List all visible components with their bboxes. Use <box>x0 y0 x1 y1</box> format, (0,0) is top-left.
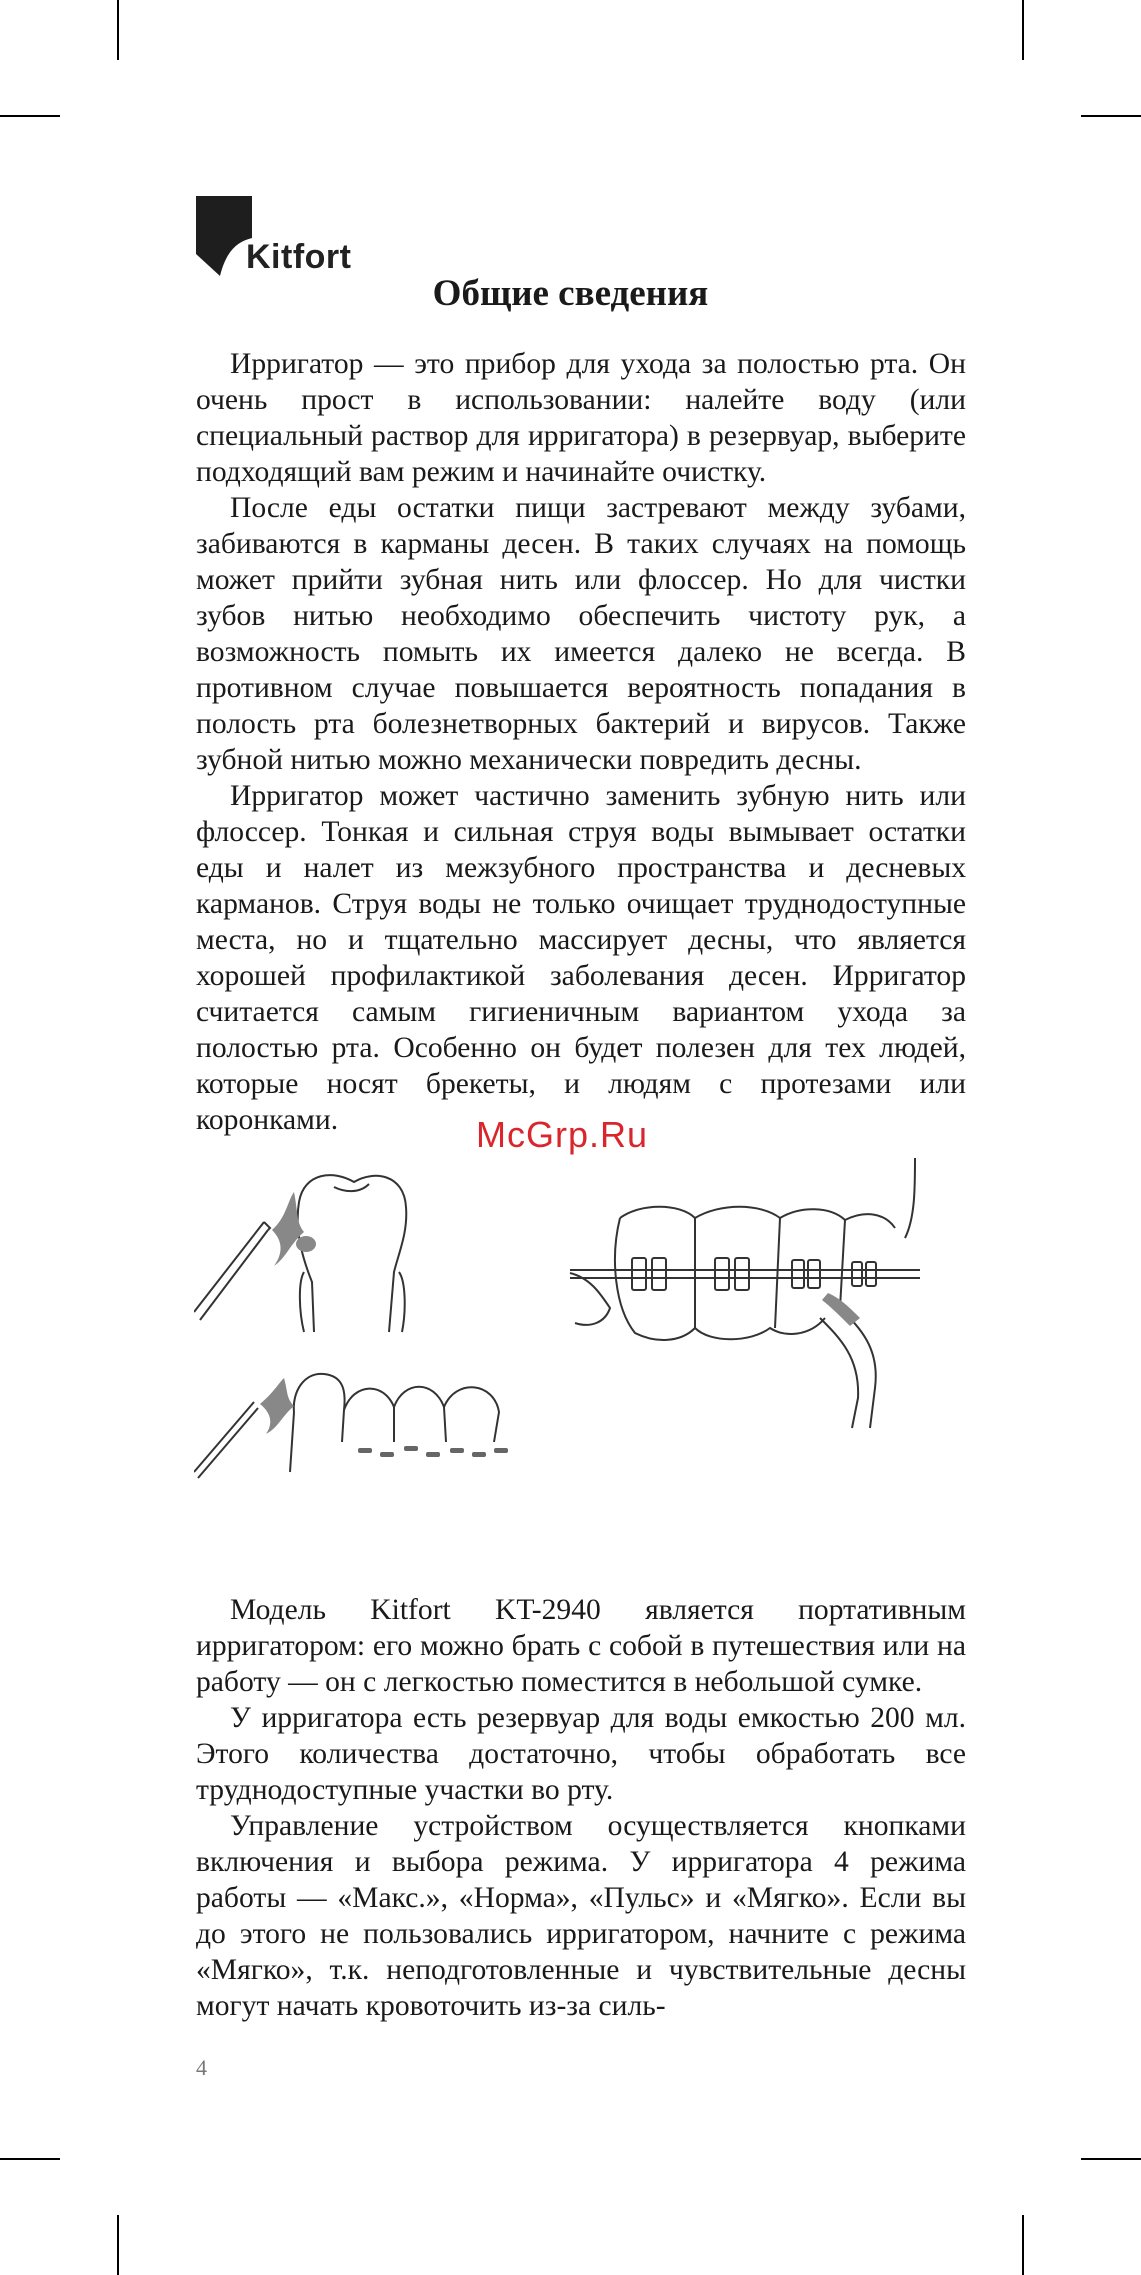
page-number: 4 <box>196 2055 207 2080</box>
paragraph: Ирригатор — это прибор для ухода за полостью рта. Он очень прост в использовании: налейте воду (или специальный раствор для ирригатора) в резервуар, выберите подходящий вам режим и начинайте очистку. <box>196 348 966 488</box>
crop-mark <box>1022 2215 1024 2275</box>
paragraph: У ирригатора есть резервуар для воды емкостью 200 мл. Этого количества достаточно, чтобы обработать все труднодоступные участки во рту. <box>196 1702 966 1806</box>
crop-mark <box>0 115 60 117</box>
paragraph: После еды остатки пищи застревают между зубами, забиваются в карманы десен. В таких случаях на помощь может прийти зубная нить или флоссер. Но для чистки зубов нитью необходимо обеспечить чистоту рук, а возможность помыть их имеется далеко не всегда. В противном случае повышается вероятность попадания в полость рта болезнетворных бактерий и вирусов. Также зубной нитью можно механически повредить десны. <box>196 492 966 776</box>
crop-mark <box>1081 115 1141 117</box>
watermark: McGrp.Ru <box>476 1114 649 1155</box>
body-text-top <box>196 346 966 1138</box>
brand-name: Kitfort <box>246 238 352 276</box>
crop-mark <box>117 2215 119 2275</box>
paragraph: Ирригатор может частично заменить зубную нить или флоссер. Тонкая и сильная струя воды вымывает остатки еды и налет из межзубного пространства и десневых карманов. Струя воды не только очищает труднодоступные места, но и тщательно массирует десны, что является хорошей профилактикой заболевания десен. Ирригатор считается самым гигиеничным вариантом ухода за полостью рта. Особенно он будет полезен для тех людей, которые носят брекеты, и людям с протезами или коронками. <box>196 780 966 1136</box>
tooth-front-illustration <box>194 1162 474 1334</box>
crop-mark <box>0 2158 60 2160</box>
teeth-row-illustration <box>194 1362 534 1482</box>
body-text-bottom <box>196 1592 966 2024</box>
braces-illustration <box>560 1158 940 1433</box>
crop-mark <box>1081 2158 1141 2160</box>
paragraph: Управление устройством осуществляется кнопками включения и выбора режима. У ирригатора 4 режима работы — «Макс.», «Норма», «Пульс» и «Мягко». Если вы до этого не пользовались ирригатором, начните с режима «Мягко», т.к. неподготовленные и чувствительные десны могут начать кровоточить из-за силь- <box>196 1810 966 2022</box>
crop-mark <box>1022 0 1024 60</box>
paragraph: Модель Kitfort KT-2940 является портативным ирригатором: его можно брать с собой в путешествия или на работу — он с легкостью поместится в небольшой сумке. <box>196 1594 966 1698</box>
crop-mark <box>117 0 119 60</box>
page-title: Общие сведения <box>432 273 709 314</box>
kitfort-logo-icon <box>196 196 252 276</box>
